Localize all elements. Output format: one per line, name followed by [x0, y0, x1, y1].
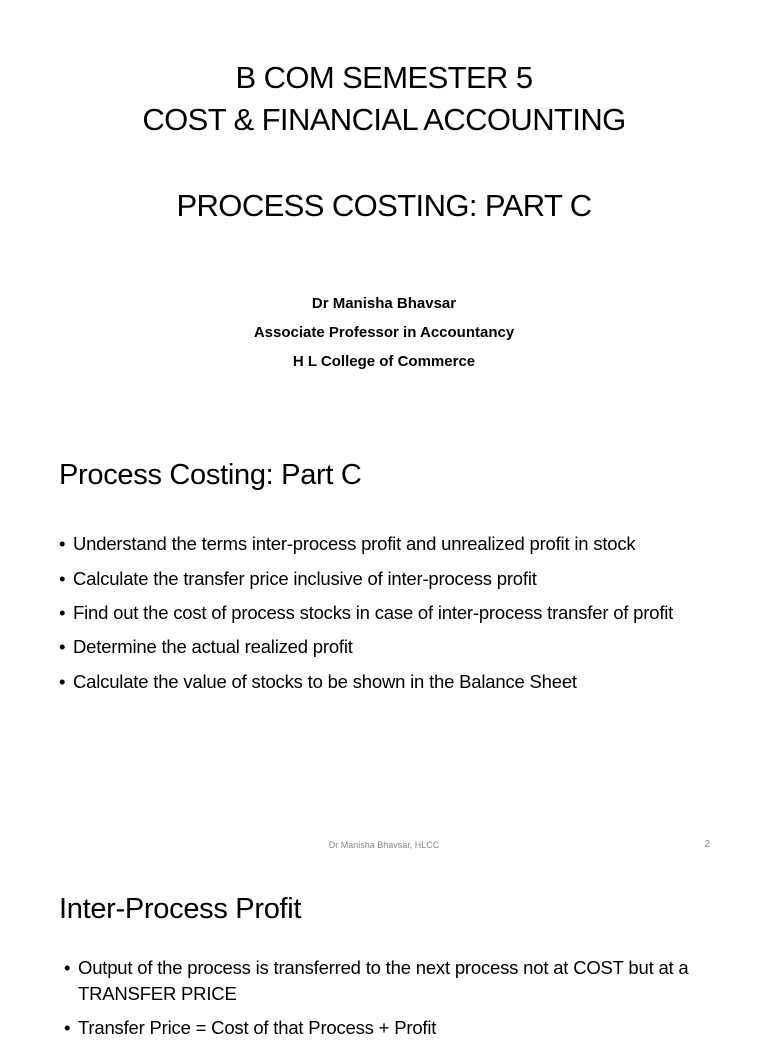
list-item	[59, 669, 719, 695]
inter-process-profit-slide	[0, 870, 768, 1038]
list-item	[59, 600, 719, 626]
list-item	[64, 955, 714, 1007]
list-item-text: Calculate the value of stocks to be shown in the Balance Sheet	[73, 671, 577, 692]
list-item-text: Determine the actual realized profit	[73, 636, 353, 657]
author-name: Dr Manisha Bhavsar	[311, 295, 457, 312]
objectives-slide	[0, 430, 768, 870]
objectives-list	[59, 531, 719, 695]
bullet-icon: •	[59, 533, 66, 554]
author-designation: Associate Professor in Accountancy	[253, 324, 515, 341]
slide-footer: Dr Manisha Bhavsar, HLCC	[328, 840, 440, 850]
bullet-icon: •	[64, 1017, 71, 1038]
list-item	[64, 1015, 714, 1041]
list-item	[59, 531, 719, 557]
page-number: 2	[704, 839, 710, 850]
author-institution: H L College of Commerce	[292, 353, 476, 370]
subject-title: COST & FINANCIAL ACCOUNTING	[142, 102, 626, 137]
bullet-icon: •	[59, 602, 66, 623]
topic-title: PROCESS COSTING: PART C	[176, 188, 592, 223]
list-item	[59, 634, 719, 660]
bullet-icon: •	[64, 957, 71, 978]
bullet-icon: •	[59, 671, 66, 692]
bullet-icon: •	[59, 568, 66, 589]
list-item-text: Understand the terms inter-process profit and unrealized profit in stock	[73, 533, 636, 554]
bullet-icon: •	[59, 636, 66, 657]
slide-heading: Inter-Process Profit	[59, 893, 302, 925]
title-slide	[0, 0, 768, 400]
list-item-text: Calculate the transfer price inclusive of inter-process profit	[73, 568, 537, 589]
course-title: B COM SEMESTER 5	[235, 60, 533, 95]
list-item	[59, 566, 719, 592]
definition-list	[64, 955, 714, 1041]
list-item-text: Transfer Price = Cost of that Process + Profit	[78, 1017, 437, 1038]
slide-heading: Process Costing: Part C	[59, 459, 362, 491]
list-item-text: Output of the process is transferred to the next process not at COST but at a TRANSFER PRICE	[78, 957, 689, 1004]
list-item-text: Find out the cost of process stocks in case of inter-process transfer of profit	[73, 602, 674, 623]
